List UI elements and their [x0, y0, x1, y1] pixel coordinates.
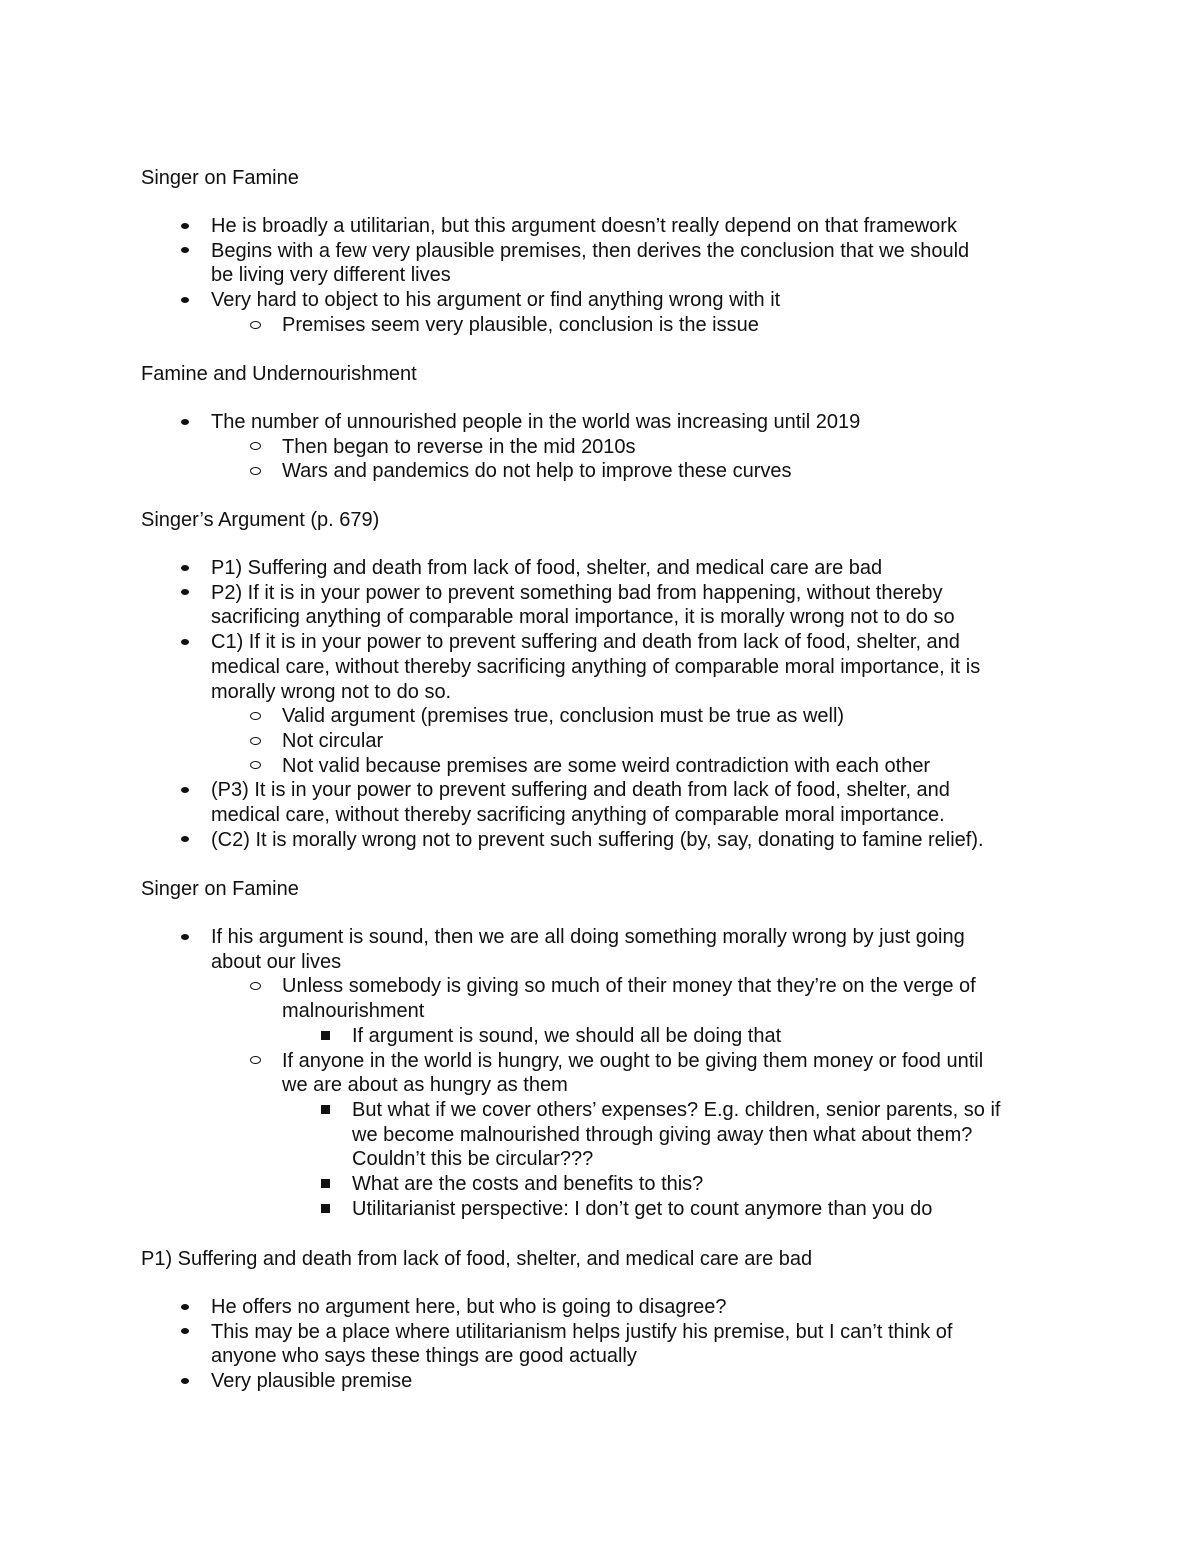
bullet-level-2 [243, 459, 268, 484]
bullet-level-1 [172, 630, 197, 655]
bullet-level-1 [172, 581, 197, 606]
bullet-disc-icon [181, 1378, 189, 1384]
list-item-line: Not valid because premises are some weird contradiction with each other [282, 754, 931, 777]
bullet-level-1 [172, 1369, 197, 1394]
bullet-level-2 [243, 1049, 268, 1074]
list-item-line: about our lives [211, 950, 342, 973]
list-item-line: He offers no argument here, but who is going to disagree? [211, 1296, 727, 1318]
bullet-circle-icon [250, 737, 261, 745]
bullet-disc-icon [181, 247, 189, 253]
bullet-square-icon [321, 1179, 330, 1188]
bullet-circle-icon [250, 442, 261, 450]
list-item-line: Not circular [282, 729, 384, 752]
list-item-line: morally wrong not to do so. [211, 680, 452, 703]
bullet-level-1 [172, 828, 197, 853]
list-item-line: But what if we cover others’ expenses? E.g. children, senior parents, so if [352, 1098, 1001, 1121]
bullet-disc-icon [181, 836, 189, 842]
list-item-line: Then began to reverse in the mid 2010s [282, 435, 636, 458]
list-item-line: Very plausible premise [211, 1370, 413, 1393]
list-item-line: Couldn’t this be circular??? [352, 1148, 594, 1171]
bullet-disc-icon [181, 639, 189, 645]
list-item-line: Premises seem very plausible, conclusion is the issue [282, 313, 759, 336]
list-item-line: medical care, without thereby sacrificing anything of comparable moral importance, it is [211, 655, 981, 678]
section-heading: Singer on Famine [141, 167, 299, 189]
list-item-line: P2) If it is in your power to prevent something bad from happening, without thereby [211, 581, 943, 604]
bullet-level-1 [172, 778, 197, 803]
list-item-line: we become malnourished through giving away then what about them? [352, 1123, 973, 1146]
bullet-circle-icon [250, 712, 261, 720]
section-heading: P1) Suffering and death from lack of food, shelter, and medical care are bad [141, 1248, 813, 1270]
bullet-level-3 [313, 1197, 338, 1222]
list-item-line: anyone who says these things are good actually [211, 1345, 637, 1368]
bullet-level-1 [172, 239, 197, 264]
bullet-disc-icon [181, 223, 189, 229]
list-item-line: C1) If it is in your power to prevent suffering and death from lack of food, shelter, and [211, 631, 960, 654]
bullet-disc-icon [181, 565, 189, 571]
list-item-line: we are about as hungry as them [282, 1074, 568, 1097]
list-item-line: If anyone in the world is hungry, we ought to be giving them money or food until [282, 1049, 984, 1072]
bullet-level-1 [172, 214, 197, 239]
list-item-line: medical care, without thereby sacrificing anything of comparable moral importance. [211, 804, 945, 826]
bullet-circle-icon [250, 1056, 261, 1064]
list-item-line: If argument is sound, we should all be doing that [352, 1024, 782, 1047]
section-heading: Singer on Famine [141, 878, 299, 900]
bullet-level-1 [172, 410, 197, 435]
list-item-line: He is broadly a utilitarian, but this argument doesn’t really depend on that framework [211, 215, 957, 237]
section-heading: Famine and Undernourishment [141, 363, 417, 385]
list-item-line: Wars and pandemics do not help to improve these curves [282, 460, 792, 483]
list-item-line: be living very different lives [211, 264, 451, 287]
bullet-disc-icon [181, 934, 189, 940]
bullet-square-icon [321, 1105, 330, 1114]
bullet-circle-icon [250, 982, 261, 990]
bullet-disc-icon [181, 1328, 189, 1334]
bullet-square-icon [321, 1031, 330, 1040]
bullet-circle-icon [250, 467, 261, 475]
bullet-level-3 [313, 1172, 338, 1197]
bullet-level-1 [172, 288, 197, 313]
list-item-line: malnourishment [282, 1000, 425, 1023]
bullet-level-1 [172, 925, 197, 950]
list-item-line: This may be a place where utilitarianism helps justify his premise, but I can’t think of [211, 1320, 953, 1343]
bullet-circle-icon [250, 321, 261, 329]
list-item-line: If his argument is sound, then we are all doing something morally wrong by just going [211, 926, 965, 948]
list-item-line: Utilitarianist perspective: I don’t get to count anymore than you do [352, 1197, 933, 1220]
bullet-level-2 [243, 729, 268, 754]
bullet-level-1 [172, 1295, 197, 1320]
bullet-level-2 [243, 704, 268, 729]
bullet-disc-icon [181, 297, 189, 303]
bullet-disc-icon [181, 1304, 189, 1310]
bullet-level-1 [172, 556, 197, 581]
bullet-disc-icon [181, 787, 189, 793]
list-item-line: (P3) It is in your power to prevent suffering and death from lack of food, shelter, and [211, 779, 950, 802]
list-item-line: What are the costs and benefits to this? [352, 1173, 704, 1195]
bullet-square-icon [321, 1204, 330, 1213]
list-item-line: sacrificing anything of comparable moral importance, it is morally wrong not to do so [211, 606, 955, 629]
bullet-level-3 [313, 1098, 338, 1123]
bullet-level-2 [243, 435, 268, 460]
list-item-line: P1) Suffering and death from lack of food, shelter, and medical care are bad [211, 557, 883, 579]
list-item-line: Unless somebody is giving so much of their money that they’re on the verge of [282, 975, 976, 998]
list-item-line: The number of unnourished people in the world was increasing until 2019 [211, 411, 861, 433]
list-item-line: Begins with a few very plausible premises, then derives the conclusion that we should [211, 239, 970, 262]
list-item-line: Valid argument (premises true, conclusion must be true as well) [282, 705, 845, 728]
bullet-disc-icon [181, 419, 189, 425]
bullet-circle-icon [250, 761, 261, 769]
bullet-disc-icon [181, 589, 189, 595]
bullet-level-2 [243, 313, 268, 338]
section-heading: Singer’s Argument (p. 679) [141, 509, 380, 531]
list-item-line: (C2) It is morally wrong not to prevent such suffering (by, say, donating to famine relief). [211, 828, 984, 851]
bullet-level-2 [243, 754, 268, 779]
list-item-line: Very hard to object to his argument or find anything wrong with it [211, 289, 781, 312]
bullet-level-1 [172, 1320, 197, 1345]
bullet-level-2 [243, 974, 268, 999]
bullet-level-3 [313, 1024, 338, 1049]
